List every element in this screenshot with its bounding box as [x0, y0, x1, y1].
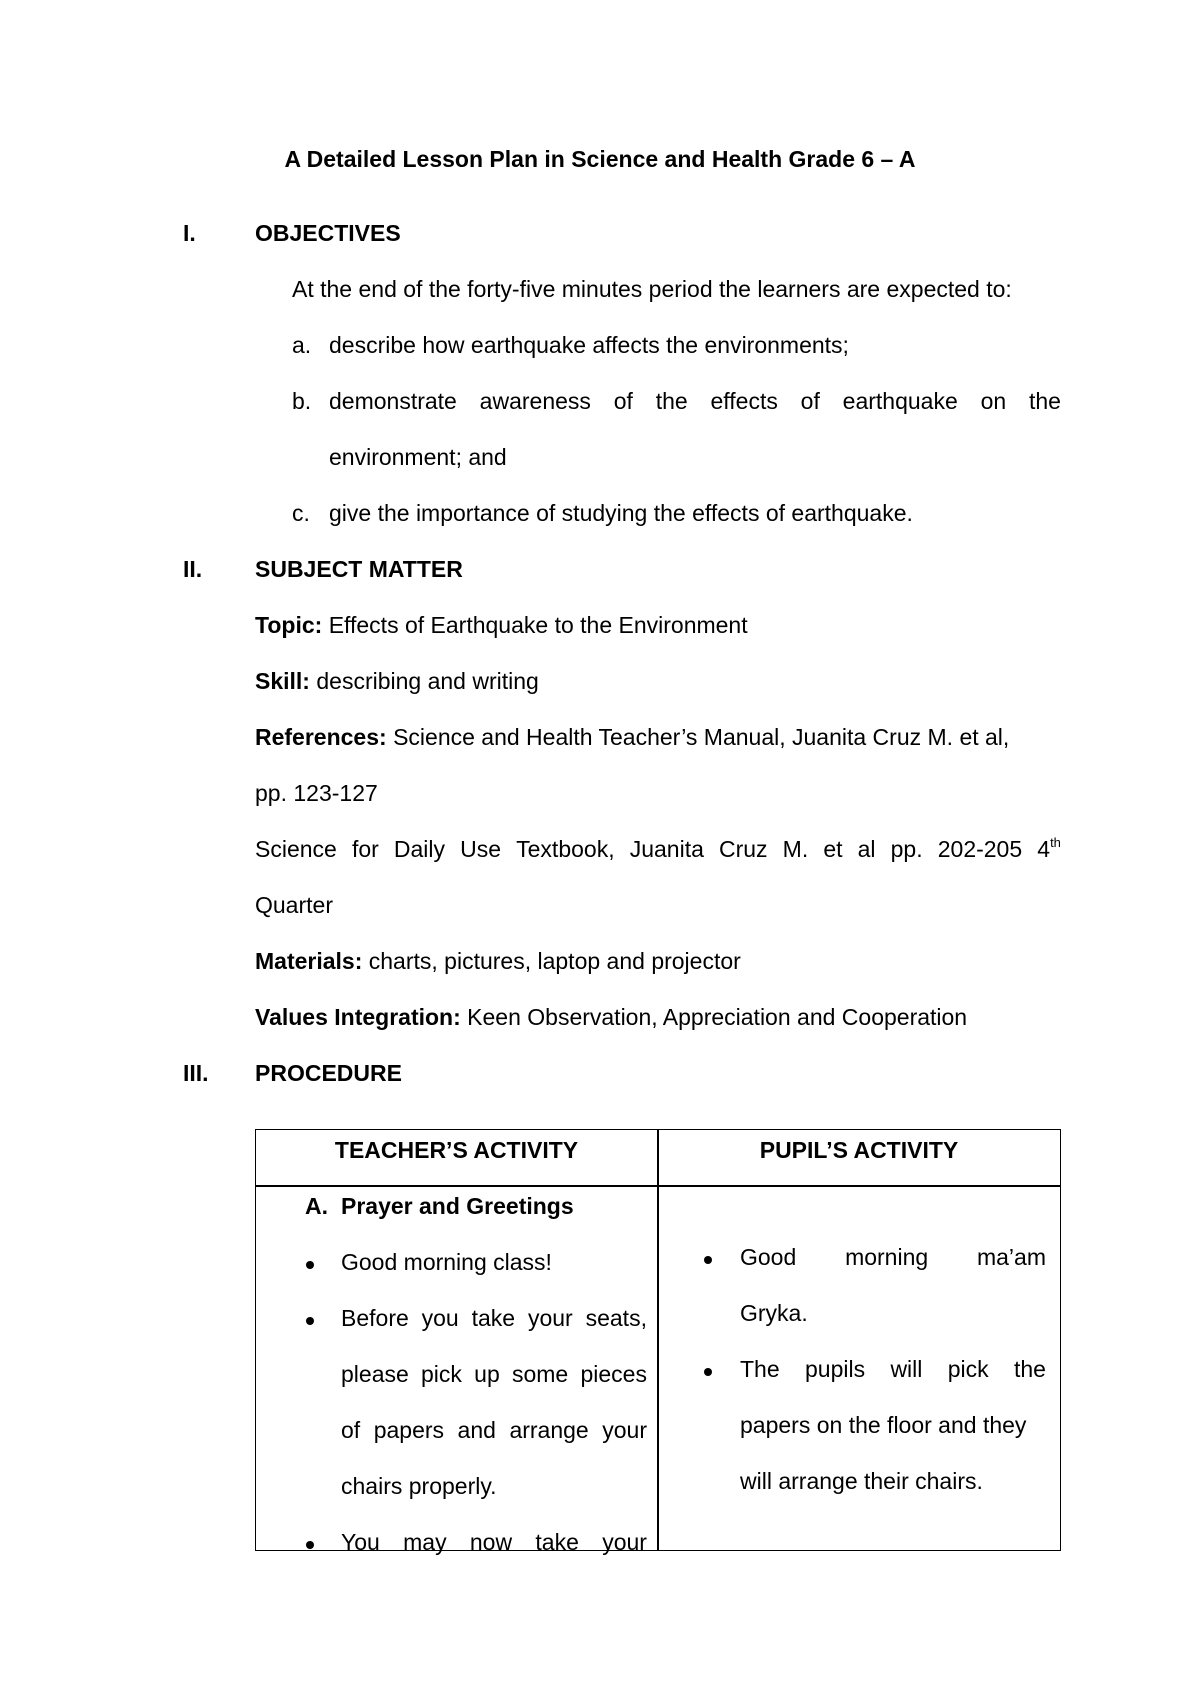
objective-text-c: give the importance of studying the effects of earthquake.: [329, 500, 913, 526]
quarter-number: 4: [1037, 836, 1051, 862]
word: seats,: [585, 1305, 647, 1331]
objective-marker-c: c.: [292, 500, 310, 526]
word: you: [421, 1305, 459, 1331]
skill-line: [255, 668, 539, 695]
teacher-bullet-3-line-1: [341, 1529, 647, 1556]
word: Juanita: [629, 836, 704, 862]
word: ma’am: [976, 1244, 1046, 1270]
word: up: [474, 1361, 500, 1387]
word: the: [655, 388, 688, 414]
word: for: [351, 836, 379, 862]
word: M.: [782, 836, 809, 862]
skill-label: Skill:: [255, 668, 310, 694]
topic-value: Effects of Earthquake to the Environment: [328, 612, 748, 638]
word: your: [602, 1529, 647, 1555]
section-numeral-objectives: I.: [183, 220, 196, 246]
word: al: [857, 836, 876, 862]
word: will: [890, 1356, 923, 1382]
pupil-bullet-1-line-2: Gryka.: [740, 1300, 808, 1326]
word: Science: [255, 836, 337, 862]
teacher-bullet-2-line-4: chairs properly.: [341, 1473, 497, 1499]
word: of: [341, 1417, 361, 1443]
word: pieces: [580, 1361, 647, 1387]
ordinal-suffix: th: [1050, 835, 1061, 850]
word: please: [341, 1361, 409, 1387]
section-numeral-subject-matter: II.: [183, 556, 203, 582]
teacher-bullet-2-line-2: [341, 1361, 647, 1388]
word: pick: [947, 1356, 989, 1382]
teacher-bullet-2-line-3: [341, 1417, 647, 1444]
word: arrange: [509, 1417, 589, 1443]
teacher-bullet-2-line-1: [341, 1305, 647, 1332]
teacher-bullet-1: Good morning class!: [341, 1249, 552, 1275]
word: Use: [460, 836, 502, 862]
section-numeral-procedure: III.: [183, 1060, 209, 1086]
word: Daily: [393, 836, 446, 862]
word: pp.: [890, 836, 923, 862]
references-value: Science and Health Teacher’s Manual, Juanita Cruz M. et al,: [393, 724, 1010, 750]
word: Good: [740, 1244, 797, 1270]
word: 202-205: [937, 836, 1023, 862]
materials-value: charts, pictures, laptop and projector: [368, 948, 741, 974]
word: may: [403, 1529, 447, 1555]
word: your: [527, 1305, 573, 1331]
teacher-section-title: Prayer and Greetings: [341, 1193, 574, 1219]
values-integration-value: Keen Observation, Appreciation and Cooperation: [467, 1004, 968, 1030]
reference-2-continued: Quarter: [255, 892, 333, 918]
word: of: [613, 388, 633, 414]
word: of: [800, 388, 820, 414]
bullet-icon: [704, 1256, 712, 1264]
word: The: [740, 1356, 780, 1382]
bullet-icon: [704, 1368, 712, 1376]
word: demonstrate: [329, 388, 457, 414]
word: papers: [373, 1417, 445, 1443]
objectives-intro: At the end of the forty-five minutes period the learners are expected to:: [292, 276, 1012, 302]
pupil-bullet-1-line-1: [740, 1244, 1046, 1271]
word: [1037, 836, 1061, 863]
objective-marker-b: b.: [292, 388, 312, 414]
section-heading-objectives: OBJECTIVES: [255, 220, 401, 246]
header-pupil-activity: PUPIL’S ACTIVITY: [759, 1137, 959, 1163]
bullet-icon: [306, 1261, 314, 1269]
header-teacher-activity: TEACHER’S ACTIVITY: [334, 1137, 579, 1163]
pupil-bullet-2-line-2: papers on the floor and they: [740, 1412, 1027, 1438]
word: on: [980, 388, 1007, 414]
word: earthquake: [842, 388, 958, 414]
column-divider: [657, 1130, 659, 1550]
objective-text-a: describe how earthquake affects the environments;: [329, 332, 849, 358]
word: pick: [421, 1361, 462, 1387]
word: the: [1028, 388, 1061, 414]
word: You: [341, 1529, 380, 1555]
section-heading-procedure: PROCEDURE: [255, 1060, 402, 1086]
word: effects: [710, 388, 778, 414]
word: some: [511, 1361, 569, 1387]
word: take: [471, 1305, 516, 1331]
materials-line: [255, 948, 741, 975]
skill-value: describing and writing: [316, 668, 539, 694]
pupil-bullet-2-line-1: [740, 1356, 1046, 1383]
objective-text-b: [329, 388, 1061, 415]
references-label: References:: [255, 724, 387, 750]
teacher-section-marker: A.: [305, 1193, 328, 1219]
word: morning: [845, 1244, 929, 1270]
header-divider: [256, 1185, 1060, 1187]
values-integration-line: [255, 1004, 967, 1031]
materials-label: Materials:: [255, 948, 363, 974]
word: now: [469, 1529, 513, 1555]
procedure-table: [255, 1129, 1061, 1555]
references-line: [255, 724, 1009, 751]
word: your: [602, 1417, 647, 1443]
objective-text-b-continued: environment; and: [329, 444, 507, 470]
objective-marker-a: a.: [292, 332, 312, 358]
word: Before: [341, 1305, 409, 1331]
word: awareness: [479, 388, 591, 414]
word: take: [535, 1529, 579, 1555]
reference-2-line: [255, 836, 1061, 863]
page-title: A Detailed Lesson Plan in Science and Health Grade 6 – A: [284, 146, 916, 172]
word: Cruz: [718, 836, 768, 862]
pupil-bullet-2-line-3: will arrange their chairs.: [740, 1468, 983, 1494]
word: et: [823, 836, 843, 862]
word: and: [457, 1417, 496, 1443]
word: the: [1013, 1356, 1046, 1382]
values-integration-label: Values Integration:: [255, 1004, 461, 1030]
bullet-icon: [306, 1317, 314, 1325]
topic-line: [255, 612, 748, 639]
section-heading-subject-matter: SUBJECT MATTER: [255, 556, 463, 582]
bullet-icon: [306, 1541, 314, 1549]
word: pupils: [804, 1356, 866, 1382]
word: Textbook,: [516, 836, 615, 862]
references-value-continued: pp. 123-127: [255, 780, 378, 806]
topic-label: Topic:: [255, 612, 323, 638]
